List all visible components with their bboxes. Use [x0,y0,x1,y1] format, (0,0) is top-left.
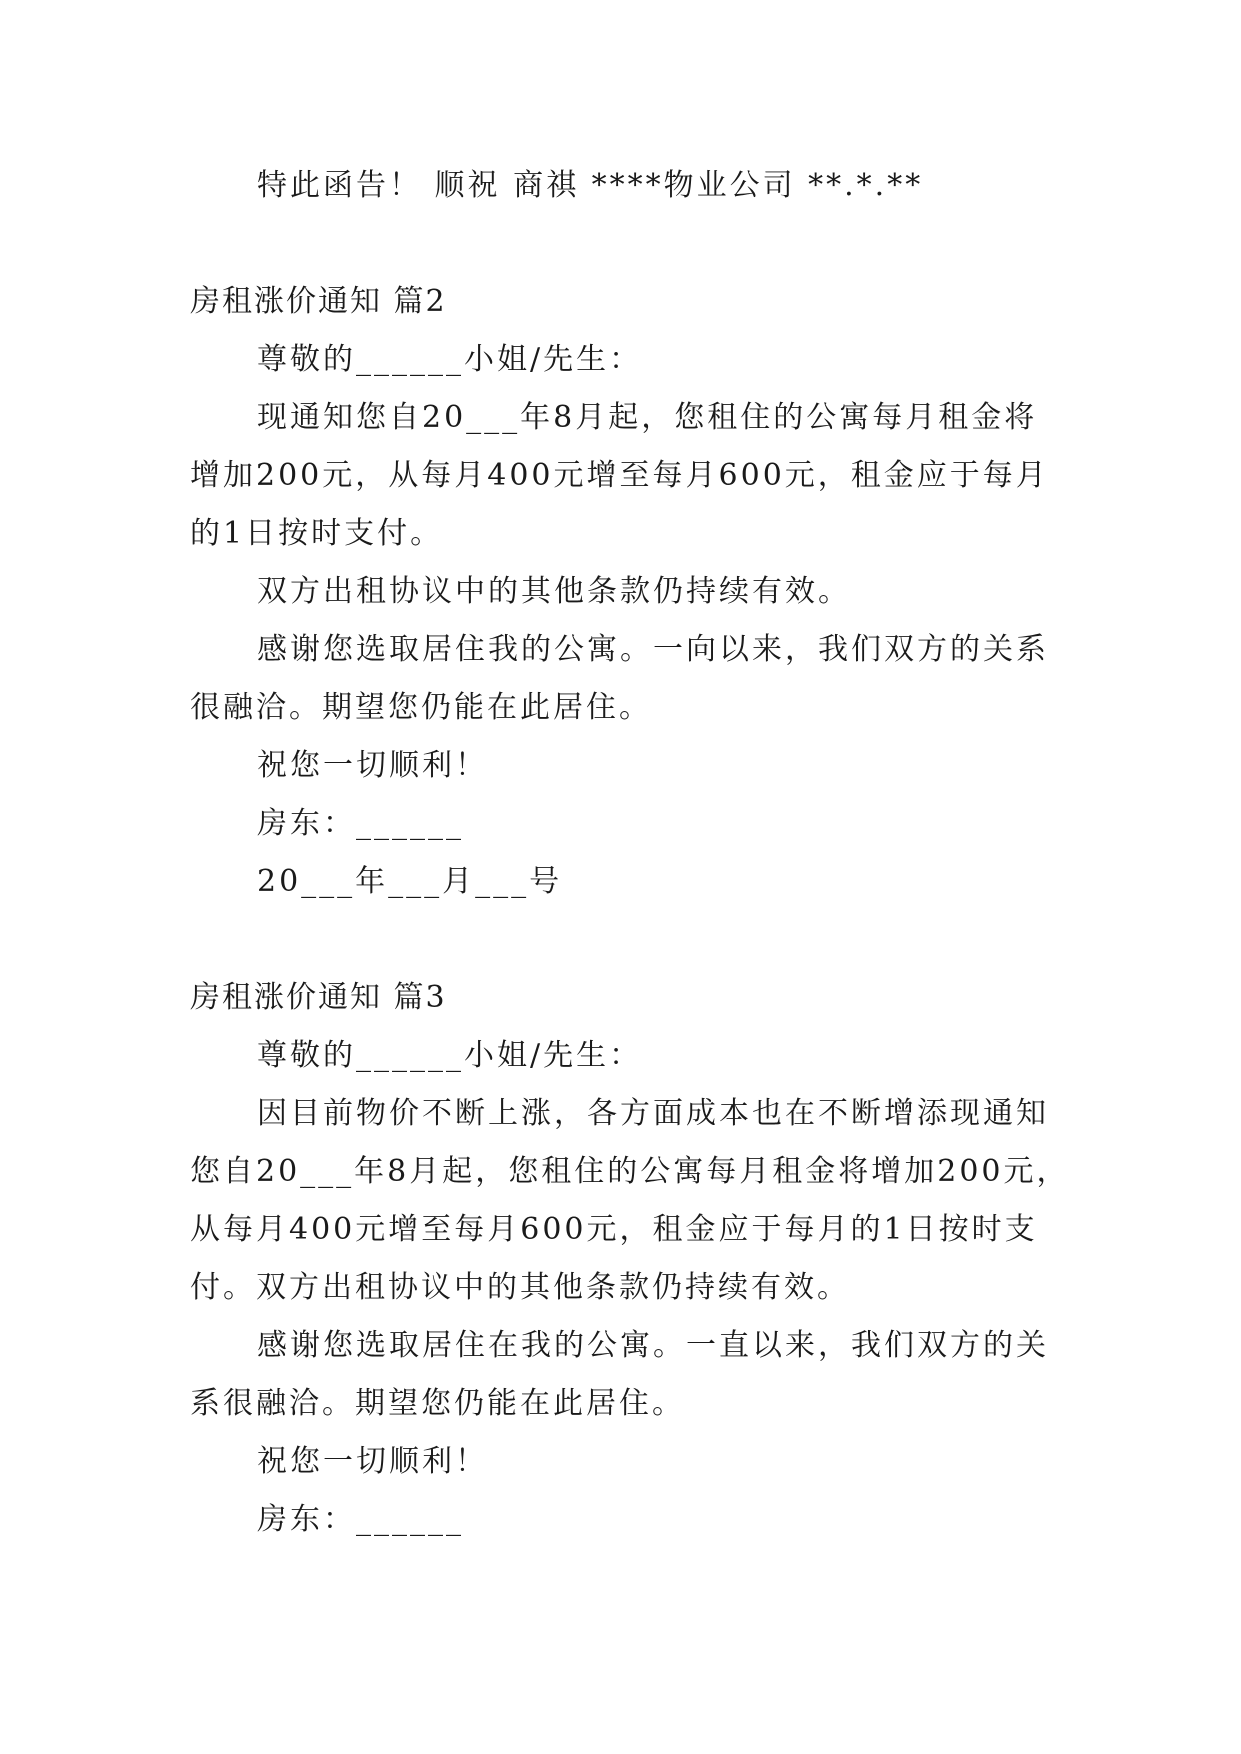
notice2-date: 20___年___月___号 [257,864,563,899]
notice2-para3-line1: 感谢您选取居住我的公寓。一向以来，我们双方的关系 [257,632,1049,667]
notice3-wish: 祝您一切顺利！ [257,1444,488,1479]
notice3-para1-line1: 因目前物价不断上涨，各方面成本也在不断增添现通知 [257,1096,1049,1131]
notice2-para3-line2: 很融洽。期望您仍能在此居住。 [190,690,652,725]
notice3-heading: 房租涨价通知 篇3 [190,980,447,1015]
notice3-para2-line1: 感谢您选取居住在我的公寓。一直以来，我们双方的关 [257,1328,1049,1363]
notice3-para1-line4: 付。双方出租协议中的其他条款仍持续有效。 [190,1270,850,1305]
notice3-para1-line2: 您自20___年8月起，您租住的公寓每月租金将增加200元， [190,1154,1070,1189]
notice2-wish: 祝您一切顺利！ [257,748,488,783]
notice2-para1-line2: 增加200元，从每月400元增至每月600元，租金应于每月 [190,458,1049,493]
notice3-para2-line2: 系很融洽。期望您仍能在此居住。 [190,1386,685,1421]
notice2-landlord: 房东：______ [257,806,464,841]
notice2-salutation: 尊敬的______小姐/先生： [257,342,643,377]
notice3-landlord: 房东：______ [257,1502,464,1537]
notice2-para1-line3: 的1日按时支付。 [190,516,444,551]
notice3-para1-line3: 从每月400元增至每月600元，租金应于每月的1日按时支 [190,1212,1038,1247]
notice2-heading: 房租涨价通知 篇2 [190,284,447,319]
closing-line: 特此函告！ 顺祝 商祺 ****物业公司 **.*.** [257,168,924,203]
notice2-para1-line1: 现通知您自20___年8月起，您租住的公寓每月租金将 [257,400,1038,435]
notice2-para2: 双方出租协议中的其他条款仍持续有效。 [257,574,851,609]
notice3-salutation: 尊敬的______小姐/先生： [257,1038,643,1073]
